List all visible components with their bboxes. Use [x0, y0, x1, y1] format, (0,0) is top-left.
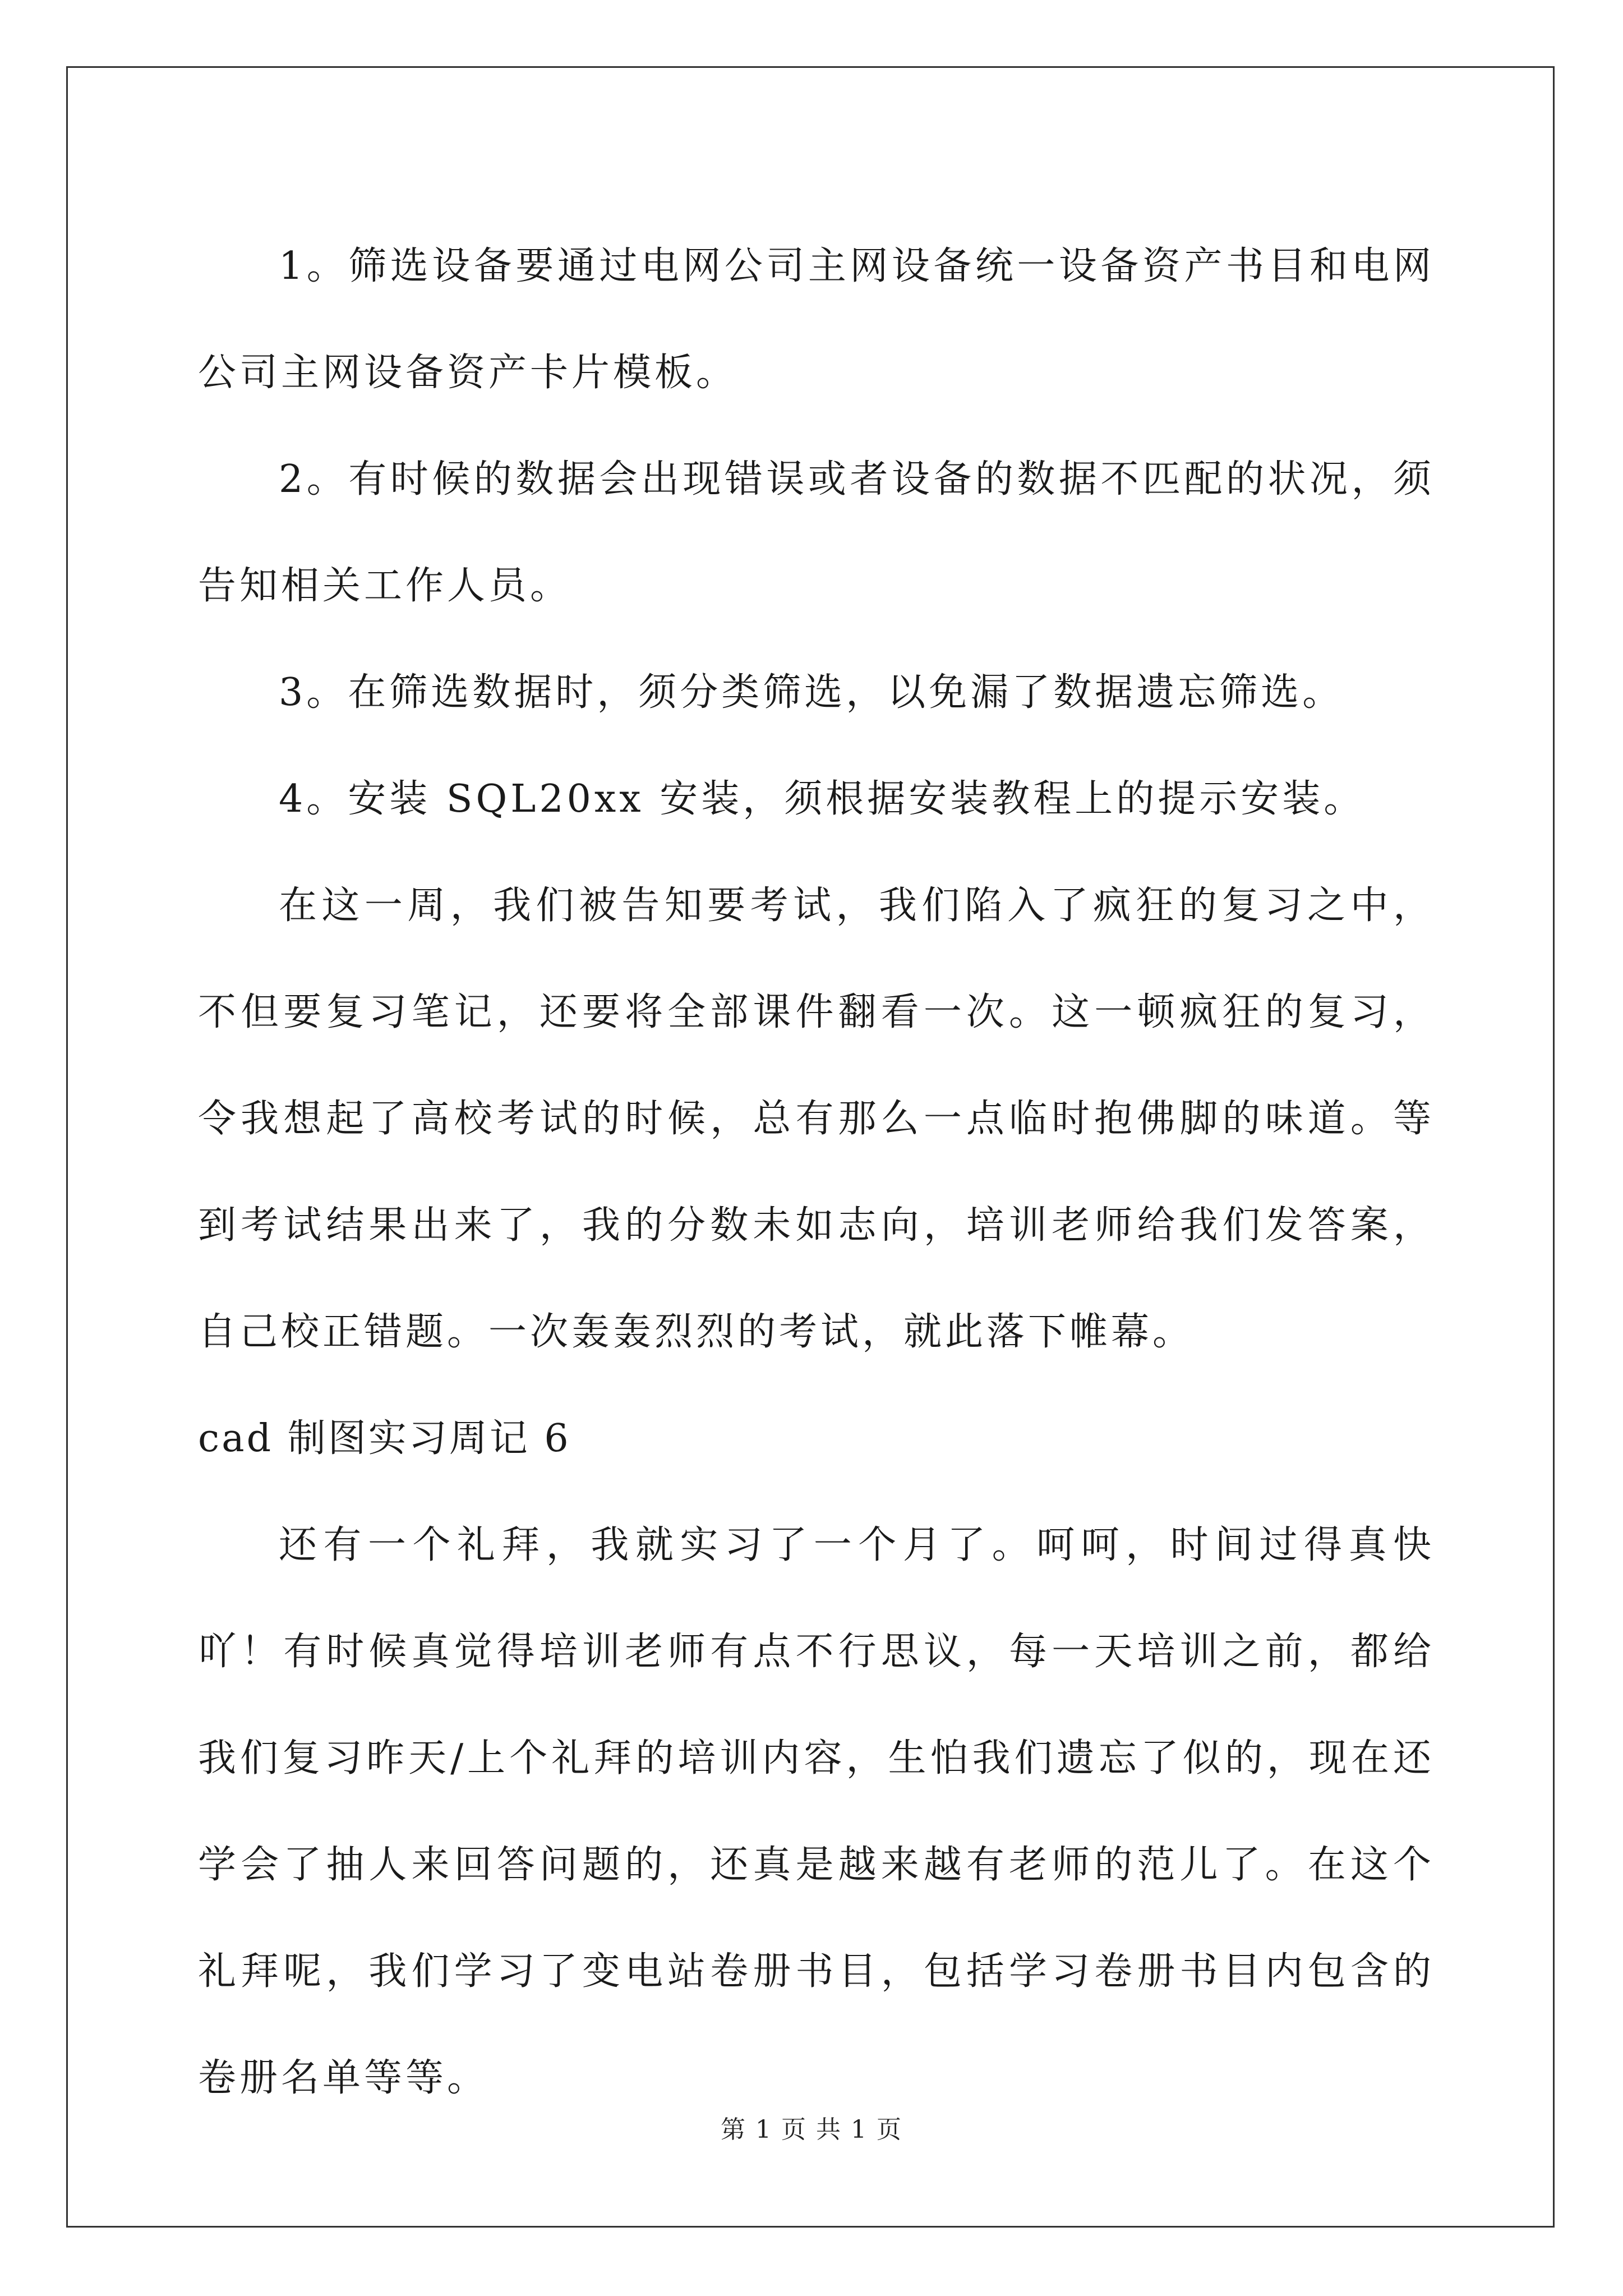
paragraph-item-4: 4。安装 SQL20xx 安装，须根据安装教程上的提示安装。 — [279, 777, 1366, 821]
paragraph-item-2: 2。有时候的数据会出现错误或者设备的数据不匹配的状况，须告知相关工作人员。 — [198, 457, 1435, 608]
paragraph-exam: 在这一周，我们被告知要考试，我们陷入了疯狂的复习之中，不但要复习笔记，还要将全部课件翻看一次。这一顿疯狂的复习，令我想起了高校考试的时候，总有那么一点临时抱佛脚的味道。等到考试结果出来了，我的分数未如志向，培训老师给我们发答案，自己校正错题。一次轰轰烈烈的考试，就此落下帷幕。 — [198, 884, 1435, 1354]
document-body — [198, 213, 1435, 2132]
section-heading: cad 制图实习周记 6 — [198, 1416, 571, 1461]
paragraph-item-3: 3。在筛选数据时，须分类筛选，以免漏了数据遗忘筛选。 — [279, 670, 1344, 715]
paragraph-item-1: 1。筛选设备要通过电网公司主网设备统一设备资产书目和电网公司主网设备资产卡片模板。 — [198, 244, 1435, 395]
page-footer: 第 1 页 共 1 页 — [721, 2115, 902, 2144]
section-paragraph: 还有一个礼拜，我就实习了一个月了。呵呵，时间过得真快吖！有时候真觉得培训老师有点不行思议，每一天培训之前，都给我们复习昨天/上个礼拜的培训内容，生怕我们遗忘了似的，现在还学会了抽人来回答问题的，还真是越来越有老师的范儿了。在这个礼拜呢，我们学习了变电站卷册书目，包括学习卷册书目内包含的卷册名单等等。 — [198, 1523, 1435, 2100]
